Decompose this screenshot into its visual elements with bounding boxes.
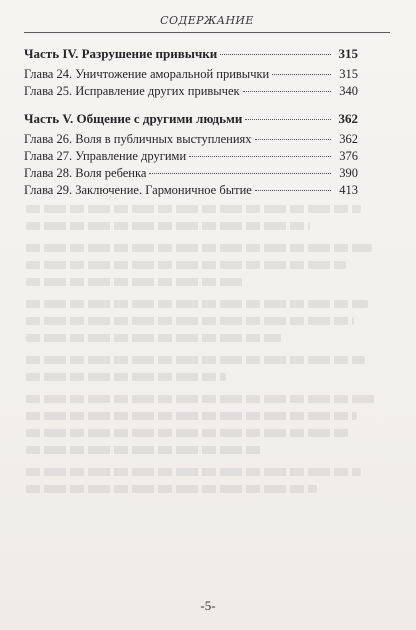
header-rule (24, 32, 390, 33)
toc-leader-dots (255, 139, 331, 140)
toc-chapter-24[interactable] (24, 66, 358, 83)
toc-chapter-25-page: 340 (339, 84, 358, 98)
toc-chapter-29-page: 413 (339, 183, 358, 197)
toc-part-4-label: Часть IV. Разрушение привычки (24, 46, 218, 61)
toc-part-5-page: 362 (338, 111, 358, 126)
toc-leader-dots (149, 173, 331, 174)
running-header: СОДЕРЖАНИЕ (160, 14, 254, 27)
toc-leader-dots (243, 91, 331, 92)
toc-chapter-28[interactable] (24, 165, 358, 182)
toc-part-4-page: 315 (338, 46, 358, 61)
toc-chapter-24-page: 315 (339, 67, 358, 81)
toc-part-4[interactable] (24, 45, 358, 63)
toc-chapter-24-label: Глава 24. Уничтожение аморальной привычки (24, 67, 270, 81)
show-through-texture (26, 205, 390, 535)
toc-chapter-27[interactable] (24, 148, 358, 165)
toc-chapter-28-page: 390 (339, 166, 358, 180)
toc-part-5-label: Часть V. Общение с другими людьми (24, 111, 243, 126)
toc-chapter-29[interactable] (24, 182, 358, 199)
toc-chapter-26[interactable] (24, 131, 358, 148)
toc-chapter-25[interactable] (24, 83, 358, 100)
toc-chapter-28-label: Глава 28. Воля ребенка (24, 166, 147, 180)
toc-chapter-25-label: Глава 25. Исправление других привычек (24, 84, 240, 98)
toc-chapter-27-label: Глава 27. Управление другими (24, 149, 187, 163)
toc-chapter-26-page: 362 (339, 132, 358, 146)
table-of-contents (24, 45, 358, 199)
toc-part-5[interactable] (24, 110, 358, 128)
toc-chapter-26-label: Глава 26. Воля в публичных выступлениях (24, 132, 252, 146)
toc-chapter-27-page: 376 (339, 149, 358, 163)
page-number: -5- (200, 598, 216, 613)
toc-leader-dots (220, 54, 331, 55)
toc-leader-dots (255, 190, 331, 191)
toc-leader-dots (189, 156, 331, 157)
toc-chapter-29-label: Глава 29. Заключение. Гармоничное бытие (24, 183, 252, 197)
toc-leader-dots (245, 119, 331, 120)
toc-leader-dots (272, 74, 331, 75)
